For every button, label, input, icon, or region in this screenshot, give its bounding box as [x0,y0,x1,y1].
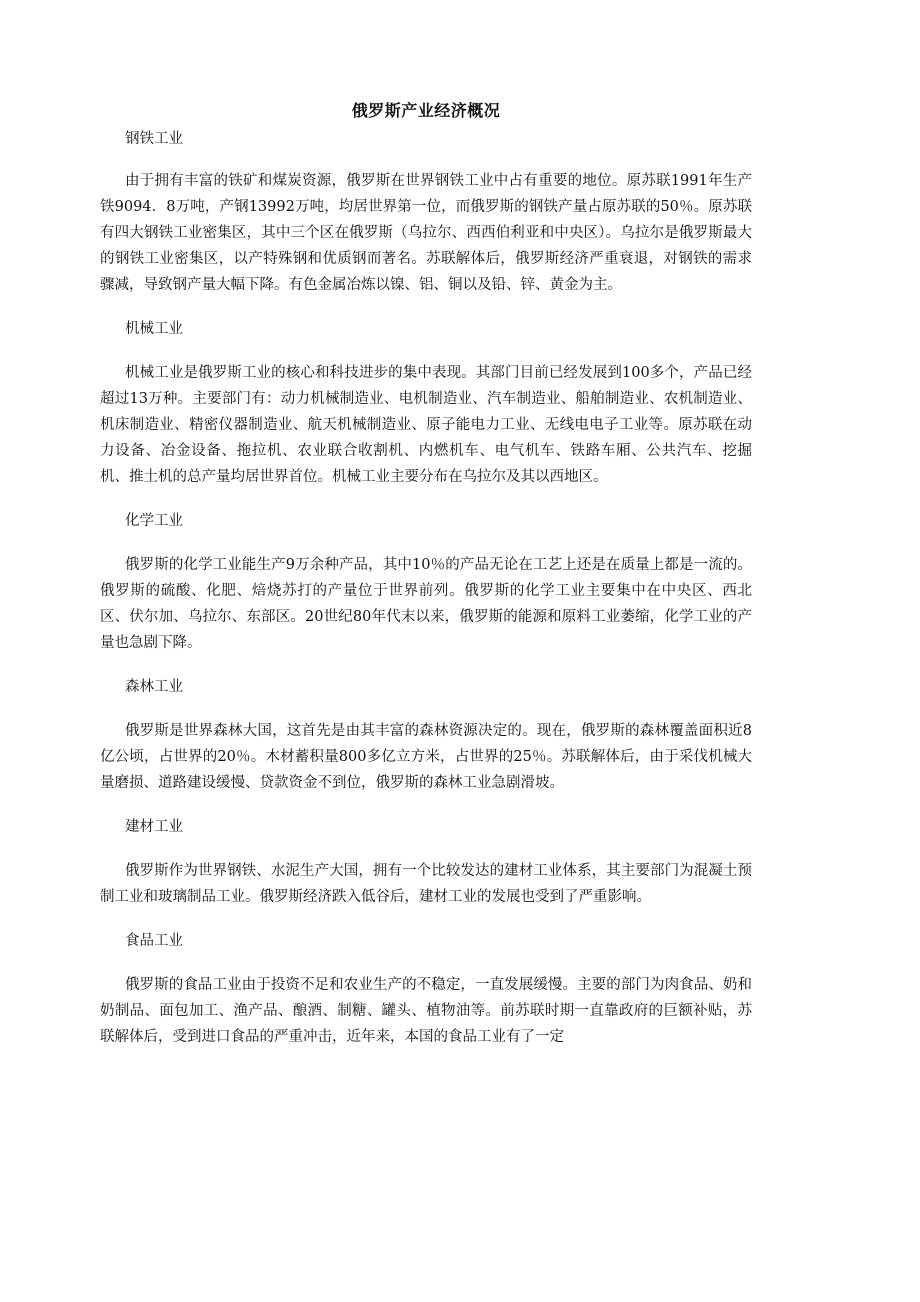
section-paragraph: 由于拥有丰富的铁矿和煤炭资源，俄罗斯在世界钢铁工业中占有重要的地位。原苏联1991年生产铁9094．8万吨，产钢13992万吨，均居世界第一位，而俄罗斯的钢铁产量占原苏联的50％。原苏联有四大钢铁工业密集区，其中三个区在俄罗斯（乌拉尔、西西伯利亚和中央区）。乌拉尔是俄罗斯最大的钢铁工业密集区，以产特殊钢和优质钢而著名。苏联解体后，俄罗斯经济严重衰退，对钢铁的需求骤减，导致钢产量大幅下降。有色金属冶炼以镍、铝、铜以及铅、锌、黄金为主。 [100,173,752,293]
section-steel [100,126,752,298]
section-heading: 森林工业 [125,679,183,695]
section-paragraph: 俄罗斯的化学工业能生产9万余种产品，其中10％的产品无论在工艺上还是在质量上都是一流的。俄罗斯的硫酸、化肥、焙烧苏打的产量位于世界前列。俄罗斯的化学工业主要集中在中央区、西北区、伏尔加、乌拉尔、东部区。20世纪80年代末以来，俄罗斯的能源和原料工业萎缩，化学工业的产量也急剧下降。 [100,557,752,651]
section-paragraph: 俄罗斯作为世界钢铁、水泥生产大国，拥有一个比较发达的建材工业体系，其主要部门为混凝土预制工业和玻璃制品工业。俄罗斯经济跌入低谷后，建材工业的发展也受到了严重影响。 [100,863,752,905]
document-page [100,98,752,1068]
section-paragraph: 俄罗斯的食品工业由于投资不足和农业生产的不稳定，一直发展缓慢。主要的部门为肉食品、奶和奶制品、面包加工、渔产品、酿酒、制糖、罐头、植物油等。前苏联时期一直靠政府的巨额补贴，苏联解体后，受到进口食品的严重冲击，近年来，本国的食品工业有了一定 [100,977,752,1045]
section-heading: 建材工业 [125,819,183,835]
section-heading: 食品工业 [125,933,183,949]
section-heading: 钢铁工业 [125,131,183,147]
document-title: 俄罗斯产业经济概况 [351,101,501,120]
section-machinery [100,316,752,490]
section-paragraph: 俄罗斯是世界森林大国，这首先是由其丰富的森林资源决定的。现在，俄罗斯的森林覆盖面积近8亿公顷，占世界的20％。木材蓄积量800多亿立方米，占世界的25％。苏联解体后，由于采伐机械大量磨损、道路建设缓慢、贷款资金不到位，俄罗斯的森林工业急剧滑坡。 [100,723,752,791]
section-heading: 化学工业 [125,513,183,529]
section-chemical [100,508,752,656]
section-building-materials [100,814,752,910]
section-paragraph: 机械工业是俄罗斯工业的核心和科技进步的集中表现。其部门目前已经发展到100多个，产品已经超过13万种。主要部门有：动力机械制造业、电机制造业、汽车制造业、船舶制造业、农机制造业、机床制造业、精密仪器制造业、航天机械制造业、原子能电力工业、无线电电子工业等。原苏联在动力设备、冶金设备、拖拉机、农业联合收割机、内燃机车、电气机车、铁路车厢、公共汽车、挖掘机、推土机的总产量均居世界首位。机械工业主要分布在乌拉尔及其以西地区。 [100,365,752,485]
section-heading: 机械工业 [125,321,183,337]
section-forestry [100,674,752,796]
section-food [100,928,752,1050]
